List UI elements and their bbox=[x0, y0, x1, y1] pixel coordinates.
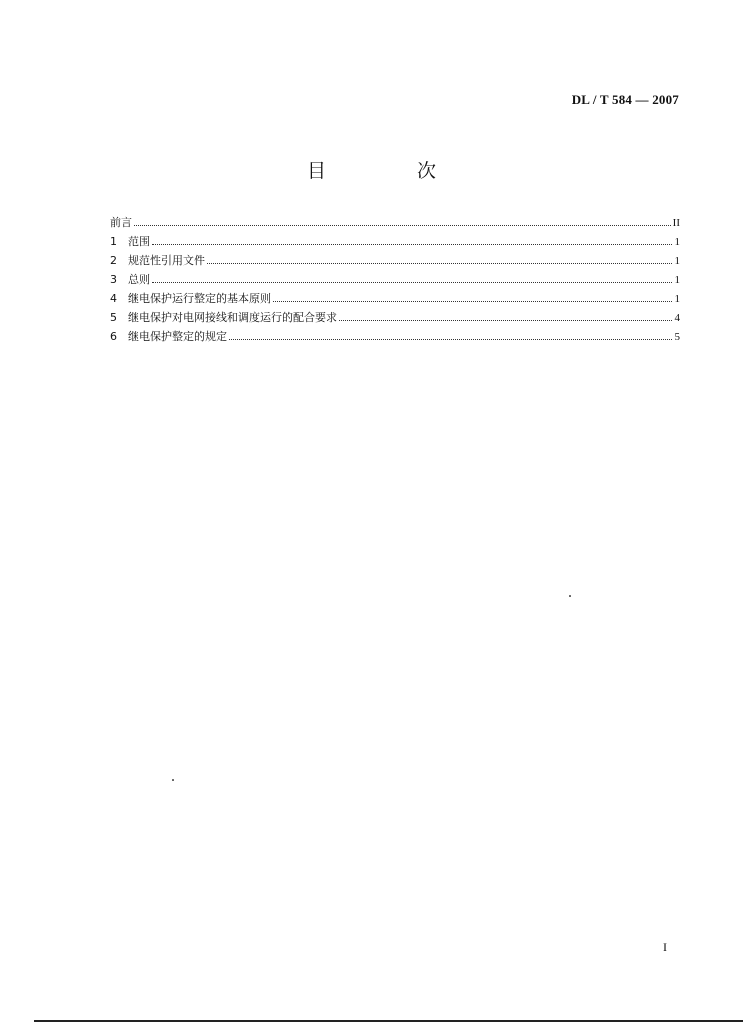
toc-entry-scope[interactable] bbox=[110, 232, 680, 251]
toc-entry-number: 2 bbox=[110, 254, 117, 267]
toc-entry-label: 前言 bbox=[110, 216, 132, 229]
toc-entry-page: 5 bbox=[674, 331, 680, 343]
toc-entry-label: 总则 bbox=[128, 273, 150, 286]
toc-entry-setting-provisions[interactable] bbox=[110, 327, 680, 346]
toc-entry-label: 继电保护整定的规定 bbox=[128, 330, 227, 343]
toc-leader-dots bbox=[152, 243, 672, 245]
toc-entry-page: 1 bbox=[674, 236, 680, 248]
toc-entry-page: II bbox=[672, 217, 680, 229]
scan-speck bbox=[172, 779, 174, 781]
toc-entry-label: 继电保护运行整定的基本原则 bbox=[128, 292, 271, 305]
toc-entry-number: 4 bbox=[110, 292, 117, 305]
table-of-contents bbox=[110, 213, 680, 346]
toc-entry-number: 6 bbox=[110, 330, 117, 343]
toc-entry-page: 1 bbox=[674, 274, 680, 286]
toc-leader-dots bbox=[134, 224, 671, 226]
toc-entry-general[interactable] bbox=[110, 270, 680, 289]
toc-entry-foreword[interactable] bbox=[110, 213, 680, 232]
toc-leader-dots bbox=[339, 319, 672, 321]
standard-number: DL / T 584 — 2007 bbox=[571, 92, 679, 107]
bottom-rule bbox=[34, 1020, 743, 1022]
scan-speck bbox=[569, 595, 571, 597]
toc-entry-number: 5 bbox=[110, 311, 117, 324]
toc-entry-number: 3 bbox=[110, 273, 117, 286]
toc-entry-page: 4 bbox=[674, 312, 680, 324]
toc-entry-basic-principles[interactable] bbox=[110, 289, 680, 308]
toc-entry-number: 1 bbox=[110, 235, 117, 248]
toc-entry-coordination-requirements[interactable] bbox=[110, 308, 680, 327]
toc-entry-normative-references[interactable] bbox=[110, 251, 680, 270]
toc-entry-label: 范围 bbox=[128, 235, 150, 248]
toc-leader-dots bbox=[207, 262, 672, 264]
toc-leader-dots bbox=[229, 338, 672, 340]
toc-entry-label: 继电保护对电网接线和调度运行的配合要求 bbox=[128, 311, 337, 324]
toc-entry-page: 1 bbox=[674, 255, 680, 267]
toc-entry-page: 1 bbox=[674, 293, 680, 305]
toc-title: 目 次 bbox=[306, 160, 472, 182]
page-number: I bbox=[663, 940, 667, 954]
toc-leader-dots bbox=[152, 281, 672, 283]
toc-entry-label: 规范性引用文件 bbox=[128, 254, 205, 267]
toc-leader-dots bbox=[273, 300, 672, 302]
